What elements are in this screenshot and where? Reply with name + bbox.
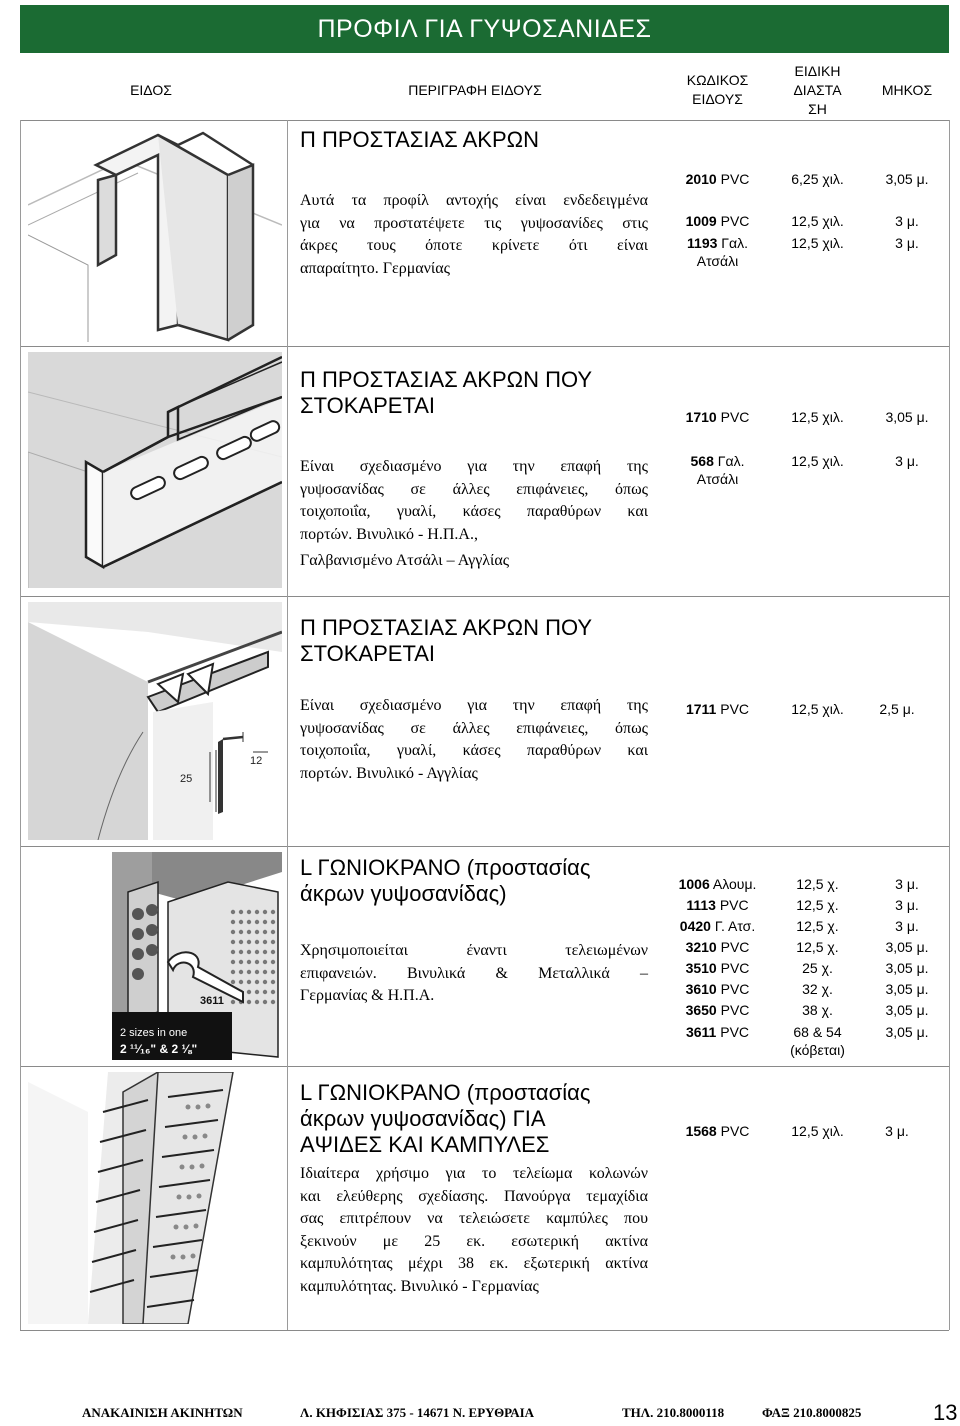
code-material: Αλουμ. bbox=[712, 876, 757, 892]
header-dimension-line-2: ΔΙΑΣΤΑ bbox=[793, 81, 842, 98]
drawing-label: 25 bbox=[180, 773, 193, 785]
title-line: άκρων γυψοσανίδας) ΓΙΑ bbox=[300, 1106, 546, 1131]
header-code bbox=[665, 60, 770, 120]
code-material: PVC bbox=[719, 897, 749, 913]
code-number: 3611 bbox=[685, 1024, 717, 1040]
product-description bbox=[300, 695, 648, 785]
product-length: 3,05 μ. bbox=[885, 1024, 929, 1040]
product-code bbox=[665, 408, 770, 426]
code-material: PVC bbox=[720, 171, 750, 187]
product-dimension: 12,5 χ. bbox=[796, 939, 839, 955]
header-code-line-1: ΚΩΔΙΚΟΣ bbox=[686, 72, 749, 88]
code-material: Γαλ. bbox=[721, 235, 748, 251]
desc-line: απαραίτητο. Γερμανίας bbox=[300, 259, 450, 277]
product-description bbox=[300, 940, 648, 1008]
product-dimension: 12,5 χιλ. bbox=[791, 1123, 844, 1139]
code-material-line-2: Ατσάλι bbox=[696, 253, 739, 269]
product-dimension: 12,5 χ. bbox=[796, 876, 839, 892]
product-image-edge-protection bbox=[28, 125, 282, 342]
header-dimension bbox=[770, 60, 865, 120]
product-description bbox=[300, 1163, 648, 1298]
product-dimension: 12,5 χιλ. bbox=[791, 235, 844, 251]
product-description bbox=[300, 456, 648, 573]
desc-line: Είναι σχεδιασμένο για την επαφή της bbox=[300, 697, 648, 714]
desc-line: Γερμανίας & Η.Π.Α. bbox=[300, 987, 435, 1004]
drawing-label: 2 sizes in one bbox=[120, 1027, 188, 1039]
title-line: άκρων γυψοσανίδας) bbox=[300, 881, 507, 906]
header-kind: ΕΙΔΟΣ bbox=[130, 81, 172, 98]
product-code bbox=[665, 959, 770, 977]
desc-line: και ελεύθερης σχεδίασης. Πανούργα τεμαχίδια bbox=[300, 1187, 648, 1205]
product-length: 3,05 μ. bbox=[885, 1002, 929, 1018]
code-material: PVC bbox=[720, 981, 750, 997]
product-code bbox=[665, 1023, 770, 1041]
product-dimension: 38 χ. bbox=[802, 1002, 833, 1018]
code-number: 1711 bbox=[685, 701, 717, 717]
title-line: ΣΤΟΚΑΡΕΤΑΙ bbox=[300, 641, 436, 666]
footer-address: Λ. ΚΗΦΙΣΙΑΣ 375 - 14671 Ν. ΕΡΥΘΡΑΙΑ bbox=[300, 1405, 535, 1420]
title-line: Π ΠΡΟΣΤΑΣΙΑΣ ΑΚΡΩΝ ΠΟΥ bbox=[300, 367, 593, 392]
product-length: 3,05 μ. bbox=[885, 981, 929, 997]
product-length: 3 μ. bbox=[895, 876, 919, 892]
title-line: Π ΠΡΟΣΤΑΣΙΑΣ ΑΚΡΩΝ ΠΟΥ bbox=[300, 615, 593, 640]
code-material: PVC bbox=[720, 213, 750, 229]
dimension-line: 68 & 54 bbox=[793, 1024, 842, 1040]
product-length: 3 μ. bbox=[895, 235, 919, 251]
product-description bbox=[300, 190, 648, 280]
product-code bbox=[665, 980, 770, 998]
product-length: 3 μ. bbox=[895, 897, 919, 913]
desc-line: ξεκινούν με 25 εκ. εσωτερική ακτίνα bbox=[300, 1232, 648, 1250]
product-length: 3 μ. bbox=[895, 213, 919, 229]
product-code bbox=[665, 234, 770, 270]
product-dimension: 12,5 χιλ. bbox=[791, 453, 844, 469]
product-image-stucco-stop bbox=[28, 352, 282, 588]
product-dimension: 12,5 χ. bbox=[796, 918, 839, 934]
product-image-arch-corner-bead bbox=[28, 1072, 282, 1324]
desc-line: άκρες τους όποτε κρίνετε ότι είναι bbox=[300, 237, 648, 254]
table-border-left bbox=[20, 120, 21, 1330]
code-number: 3650 bbox=[685, 1002, 717, 1018]
header-description: ΠΕΡΙΓΡΑΦΗ ΕΙΔΟΥΣ bbox=[408, 81, 542, 98]
code-material: PVC bbox=[720, 939, 750, 955]
product-dimension: 25 χ. bbox=[802, 960, 833, 976]
desc-line: για να προστατέψετε τις γυψοσανίδες στις bbox=[300, 214, 648, 232]
desc-line: Χρησιμοποιείται έναντι τελειωμένων bbox=[300, 942, 648, 959]
code-number: 2010 bbox=[685, 171, 717, 187]
footer-fax: ΦΑΞ 210.8000825 bbox=[762, 1405, 862, 1420]
drawing-label: 2 ¹¹⁄₁₆" & 2 ⅛" bbox=[120, 1042, 198, 1056]
code-number: 1006 bbox=[678, 876, 710, 892]
product-length: 3,05 μ. bbox=[885, 960, 929, 976]
code-number: 1710 bbox=[685, 409, 717, 425]
desc-line: πορτών. Βινυλικό - Η.Π.Α., bbox=[300, 525, 478, 543]
column-divider bbox=[287, 120, 288, 1330]
code-number: 568 bbox=[690, 453, 714, 469]
desc-line: καμπυλότητας μέχρι 38 εκ. εξωτερική ακτίνα bbox=[300, 1255, 648, 1272]
page-number: 13 bbox=[933, 1400, 958, 1425]
code-number: 1113 bbox=[686, 897, 716, 913]
product-code bbox=[665, 170, 770, 188]
code-material: PVC bbox=[720, 409, 750, 425]
product-image-corner-bead bbox=[28, 852, 282, 1060]
code-number: 1009 bbox=[685, 213, 717, 229]
desc-line: σας επιτρέπουν να τελειώσετε καμπύλες που bbox=[300, 1210, 648, 1227]
product-length: 3,05 μ. bbox=[885, 171, 929, 187]
product-code bbox=[665, 1122, 770, 1140]
product-dimension: 12,5 χιλ. bbox=[791, 213, 844, 229]
desc-line: πορτών. Βινυλικό - Αγγλίας bbox=[300, 764, 478, 782]
product-length: 3,05 μ. bbox=[885, 939, 929, 955]
table-border-right bbox=[949, 120, 950, 1330]
code-material: PVC bbox=[720, 701, 750, 717]
dimension-note: (κόβεται) bbox=[790, 1042, 845, 1058]
product-title bbox=[300, 615, 650, 667]
title-line: ΑΨΙΔΕΣ ΚΑΙ ΚΑΜΠΥΛΕΣ bbox=[300, 1132, 550, 1157]
drawing-label: 3611 bbox=[200, 995, 224, 1007]
title-line: L ΓΩΝΙΟΚΡΑΝΟ (προστασίας bbox=[300, 855, 591, 880]
code-material: PVC bbox=[720, 1002, 750, 1018]
row-divider bbox=[20, 596, 949, 597]
desc-line: τοιχοποιΐα, γυαλί, κάσες παραθύρων και bbox=[300, 503, 648, 520]
code-material: PVC bbox=[720, 1024, 750, 1040]
title-line: ΣΤΟΚΑΡΕΤΑΙ bbox=[300, 393, 436, 418]
row-divider bbox=[20, 120, 949, 121]
desc-line: Ιδιαίτερα χρήσιμο για το τελείωμα κολωνών bbox=[300, 1165, 648, 1182]
desc-line: γυψοσανίδας σε άλλες επιφάνειες, όπως bbox=[300, 719, 648, 737]
product-code bbox=[665, 452, 770, 488]
code-number: 1568 bbox=[685, 1123, 717, 1139]
product-length: 3 μ. bbox=[895, 453, 919, 469]
page-title: ΠΡΟΦΙΛ ΓΙΑ ΓΥΨΟΣΑΝΙΔΕΣ bbox=[20, 5, 949, 53]
code-material: PVC bbox=[720, 1123, 750, 1139]
product-title bbox=[300, 855, 660, 907]
product-length: 2,5 μ. bbox=[879, 701, 915, 717]
product-dimension: 12,5 χιλ. bbox=[791, 701, 844, 717]
product-code bbox=[665, 212, 770, 230]
title-line: Π ΠΡΟΣΤΑΣΙΑΣ ΑΚΡΩΝ bbox=[300, 127, 539, 152]
product-dimension: 32 χ. bbox=[802, 981, 833, 997]
product-dimension: 6,25 χιλ. bbox=[791, 171, 844, 187]
header-dimension-line-3: ΣΗ bbox=[808, 100, 827, 117]
code-material: Γαλ. bbox=[717, 453, 745, 469]
code-number: 3610 bbox=[685, 981, 717, 997]
footer-company: ΑΝΑΚΑΙΝΙΣΗ ΑΚΙΝΗΤΩΝ bbox=[82, 1405, 243, 1420]
product-code bbox=[665, 896, 770, 914]
code-material-line-2: Ατσάλι bbox=[696, 471, 739, 487]
desc-line: Αυτά τα προφίλ αντοχής είναι ενδεδειγμένα bbox=[300, 192, 648, 209]
product-length: 3 μ. bbox=[885, 1123, 909, 1139]
row-divider bbox=[20, 846, 949, 847]
product-title bbox=[300, 127, 650, 153]
code-number: 0420 bbox=[679, 918, 711, 934]
desc-line: καμπυλότητας. Βινυλικό - Γερμανίας bbox=[300, 1277, 539, 1295]
row-divider bbox=[20, 346, 949, 347]
code-material: PVC bbox=[720, 960, 750, 976]
product-length: 3,05 μ. bbox=[885, 409, 929, 425]
desc-line: Γαλβανισμένο Ατσάλι – Αγγλίας bbox=[300, 552, 510, 569]
desc-line: επιφανειών. Βινυλικά & Μεταλλικά – bbox=[300, 964, 648, 982]
row-divider bbox=[20, 1330, 949, 1331]
code-material: Γ. Ατσ. bbox=[714, 918, 756, 934]
footer-phone: ΤΗΛ. 210.8000118 bbox=[622, 1405, 725, 1420]
code-number: 3510 bbox=[685, 960, 717, 976]
product-code bbox=[665, 700, 770, 718]
desc-line: τοιχοποιΐα, γυαλί, κάσες παραθύρων και bbox=[300, 742, 648, 759]
code-number: 3210 bbox=[685, 939, 717, 955]
product-code bbox=[665, 875, 770, 893]
title-line: L ΓΩΝΙΟΚΡΑΝΟ (προστασίας bbox=[300, 1080, 591, 1105]
row-divider bbox=[20, 1066, 949, 1067]
product-length: 3 μ. bbox=[895, 918, 919, 934]
product-code bbox=[665, 1001, 770, 1019]
product-dimension bbox=[770, 1023, 865, 1059]
product-dimension: 12,5 χ. bbox=[796, 897, 839, 913]
desc-line: Είναι σχεδιασμένο για την επαφή της bbox=[300, 458, 648, 475]
header-dimension-line-1: ΕΙΔΙΚΗ bbox=[794, 62, 841, 79]
header-length: ΜΗΚΟΣ bbox=[881, 81, 933, 98]
product-code bbox=[665, 917, 770, 935]
code-number: 1193 bbox=[687, 235, 718, 251]
product-code bbox=[665, 938, 770, 956]
desc-line: γυψοσανίδας σε άλλες επιφάνειες, όπως bbox=[300, 480, 648, 498]
product-title bbox=[300, 1080, 660, 1158]
footer bbox=[0, 1405, 960, 1423]
header-code-line-2: ΕΙΔΟΥΣ bbox=[692, 91, 743, 107]
drawing-label: 12 bbox=[250, 755, 263, 767]
product-title bbox=[300, 367, 650, 419]
product-image-stucco-stop-window bbox=[28, 602, 282, 840]
product-dimension: 12,5 χιλ. bbox=[791, 409, 844, 425]
